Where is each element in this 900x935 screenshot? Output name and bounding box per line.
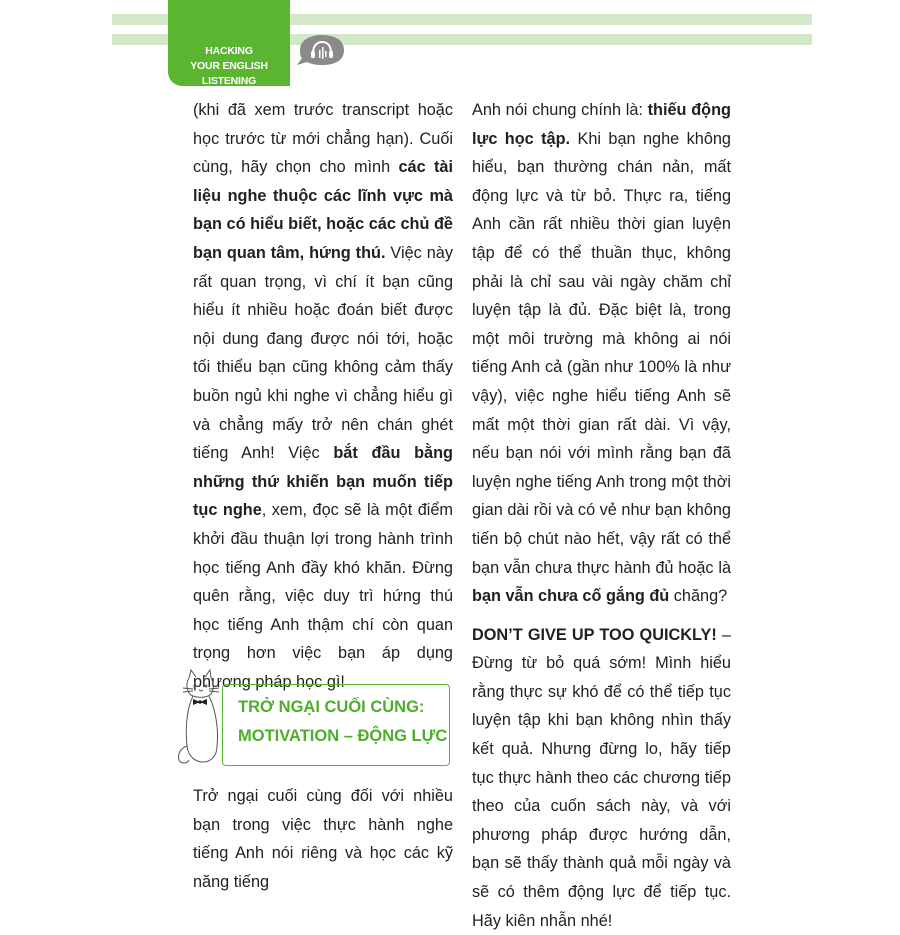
left-column-text-bottom [193, 782, 453, 896]
section-heading-line2: MOTIVATION – ĐỘNG LỰC [238, 727, 448, 745]
text-run-bold: bạn vẫn chưa cố gắng đủ [472, 587, 670, 606]
book-title-line2: YOUR ENGLISH LISTENING [190, 60, 268, 87]
text-run: (khi đã xem trước transcript hoặc học trước từ mới chẳng hạn). Cuối cùng, hãy chọn cho mình [193, 101, 453, 177]
paragraph [472, 621, 731, 935]
text-run-bold: các tài liệu nghe thuộc các lĩnh vực mà bạn có hiểu biết, hoặc các chủ đề bạn quan tâm, hứng thú. [193, 158, 453, 262]
paragraph [193, 782, 453, 896]
left-column-text [193, 96, 453, 696]
book-title-tab [168, 0, 290, 86]
section-heading [238, 693, 447, 751]
right-column-text [472, 96, 731, 935]
text-run: Việc này rất quan trọng, vì chí ít bạn cũng hiểu ít nhiều hoặc đoán biết được nội dung đang được nói tới, hoặc tối thiểu bạn cũng không cảm thấy buồn ngủ khi nghe vì chẳng hiểu gì và chẳng mấy trở nên chán ghét tiếng Anh! Việc [193, 243, 453, 463]
text-run-bold: bắt đầu bằng những thứ khiến bạn muốn tiếp tục nghe [193, 444, 453, 520]
book-title-line1: HACKING [205, 45, 253, 57]
text-run: Anh nói chung chính là: [472, 101, 648, 119]
section-heading-line1: TRỞ NGẠI CUỐI CÙNG: [238, 698, 425, 716]
text-run: chăng? [669, 587, 728, 606]
text-run: Trở ngại cuối cùng đối với nhiều bạn trong việc thực hành nghe tiếng Anh nói riêng và học các kỹ năng tiếng [193, 787, 453, 891]
book-title [168, 44, 290, 89]
paragraph [193, 96, 453, 696]
text-run-bold: thiếu động lực học tập. [472, 101, 731, 148]
text-run: – Đừng từ bỏ quá sớm! Mình hiểu rằng thực sự khó để có thể tiếp tục luyện tập khi bạn không nhìn thấy kết quả. Nhưng đừng lo, hãy tiếp tục thực hành theo các chương tiếp theo của cuốn sách này, và với phương pháp được hướng dẫn, bạn sẽ thấy thành quả mỗi ngày và sẽ có thêm động lực để tiếp tục. Hãy kiên nhẫn nhé! [472, 625, 731, 930]
paragraph [472, 96, 731, 611]
headphone-bubble-icon [294, 33, 346, 67]
text-run: Khi bạn nghe không hiểu, bạn thường chán nản, mất động lực và từ bỏ. Thực ra, tiếng Anh cần rất nhiều thời gian luyện tập để có thể thuần thục, không phải là chỉ sau vài ngày chăm chỉ luyện tập là đủ. Đặc biệt là, trong một môi trường mà không ai nói tiếng Anh cả (gần như 100% là như vậy), việc nghe hiểu tiếng Anh sẽ mất một thời gian rất dài. Vì vậy, nếu bạn nói với mình rằng bạn đã luyện nghe tiếng Anh trong một thời gian dài rồi và có vẻ như bạn không tiến bộ chút nào hết, vậy rất có thể bạn vẫn chưa thực hành đủ hoặc là [472, 129, 731, 577]
text-run: , xem, đọc sẽ là một điểm khởi đầu thuận lợi trong hành trình học tiếng Anh đầy khó khăn. Đừng quên rằng, việc duy trì hứng thú học tiếng Anh thậm chí còn quan trọng hơn việc bạn áp dụng phương pháp học gì! [193, 501, 453, 691]
text-run-bold: DON’T GIVE UP TOO QUICKLY! [472, 625, 717, 644]
